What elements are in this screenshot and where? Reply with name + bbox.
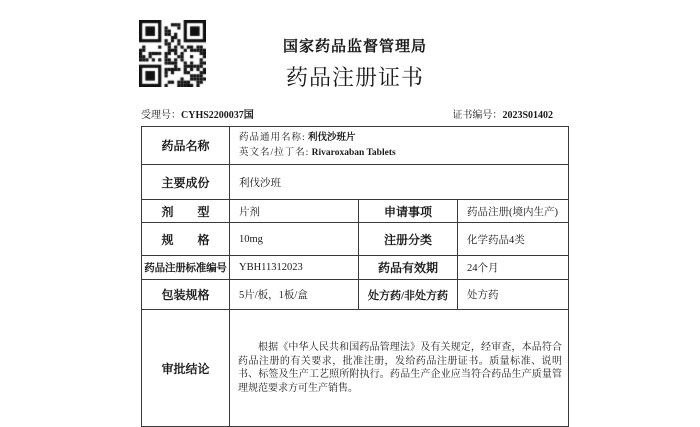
spec-value: 10mg [230, 223, 359, 255]
meta-row [141, 104, 569, 122]
row-ingredients [142, 165, 568, 200]
spec-label: 规 格 [142, 223, 230, 255]
dosage-form-value: 片剂 [230, 200, 359, 222]
acceptance-number [141, 106, 254, 121]
row-conclusion [142, 310, 568, 426]
dosage-form-label: 剂 型 [142, 200, 230, 222]
conclusion-cell [230, 310, 568, 426]
certificate-number [452, 106, 569, 121]
drug-name-value [230, 127, 568, 164]
acceptance-label: 受理号： [141, 109, 181, 121]
generic-name-line [239, 131, 356, 146]
std-no-label: 药品注册标准编号 [142, 256, 230, 279]
row-package-rx [142, 280, 568, 310]
package-value: 5片/板，1板/盒 [230, 280, 359, 309]
application-label: 申请事项 [359, 200, 458, 222]
validity-value: 24个月 [467, 263, 499, 274]
certificate-label: 证书编号： [452, 109, 503, 121]
english-name-value: Rivaroxaban Tablets [311, 147, 396, 158]
rx-label: 处方药/非处方药 [359, 280, 458, 309]
english-name-label: 英文名/拉丁名: [239, 147, 310, 158]
reg-class-label: 注册分类 [359, 223, 458, 255]
rx-value: 处方药 [467, 290, 499, 301]
application-value: 药品注册(境内生产) [467, 206, 558, 218]
row-drug-name [142, 127, 568, 165]
agency-title: 国家药品监督管理局 [282, 38, 427, 55]
row-stdno-validity [142, 256, 568, 280]
std-no-value: YBH11312023 [230, 256, 359, 279]
drug-name-label: 药品名称 [142, 127, 230, 164]
ingredients-label: 主要成份 [142, 165, 230, 199]
validity-label: 药品有效期 [359, 256, 458, 279]
generic-name-value: 利伐沙班片 [308, 132, 356, 143]
row-spec-regclass [142, 223, 568, 256]
row-dosage-application [142, 200, 568, 223]
acceptance-value: CYHS2200037国 [181, 109, 254, 121]
generic-name-label: 药品通用名称: [239, 132, 306, 143]
package-label: 包装规格 [142, 280, 230, 309]
english-name-line [239, 146, 396, 161]
ingredients-value: 利伐沙班 [239, 177, 281, 189]
reg-class-value: 化学药品4类 [467, 234, 525, 246]
certificate-table [141, 126, 569, 427]
conclusion-text: 根据《中华人民共和国药品管理法》及有关规定，经审查，本品符合药品注册的有关要求，批准注册，发给药品注册证书。质量标准、说明书、标签及生产工艺照所附执行。药品生产企业应当符合药品生产质量管理规范要求方可生产销售。 [238, 342, 562, 394]
conclusion-label: 审批结论 [142, 310, 230, 426]
certificate-title: 药品注册证书 [285, 65, 424, 90]
certificate-value: 2023S01402 [502, 109, 553, 121]
